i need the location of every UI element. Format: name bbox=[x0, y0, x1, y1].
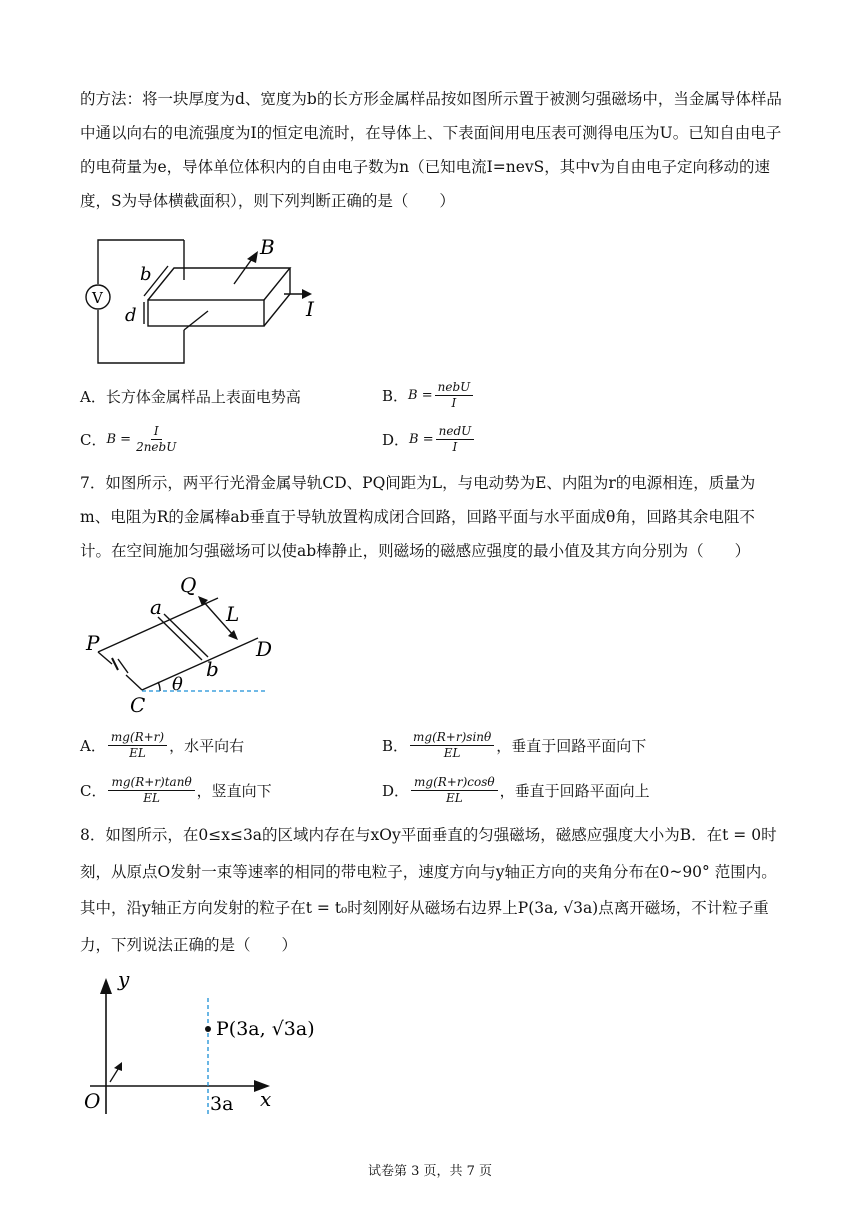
q7-label-c: C bbox=[130, 693, 146, 717]
q6-option-b[interactable] bbox=[382, 380, 475, 411]
q7-label-l: L bbox=[226, 602, 240, 626]
q7-option-a-letter: A． bbox=[80, 736, 106, 755]
q6-label-thickness: d bbox=[125, 305, 137, 326]
q7-option-d-numerator: mg(R+r)cosθ bbox=[411, 775, 498, 791]
q7-option-b-direction: ，垂直于回路平面向下 bbox=[496, 736, 647, 755]
q8-label-3a: 3a bbox=[210, 1093, 234, 1115]
q8-label-y-axis: y bbox=[118, 968, 130, 991]
q6-option-b-denominator: I bbox=[451, 396, 457, 410]
q6-option-a-letter: A． bbox=[80, 388, 106, 406]
q6-option-d[interactable] bbox=[382, 424, 476, 455]
q6-option-c-denominator: 2nebU bbox=[136, 440, 177, 454]
q7-option-d[interactable] bbox=[382, 775, 650, 806]
q6-label-current: I bbox=[306, 297, 314, 321]
q6-label-b-field: B bbox=[260, 235, 275, 259]
q6-option-c-letter: C． bbox=[80, 430, 107, 449]
q8-line-2: 刻，从原点O发射一束等速率的相同的带电粒子，速度方向与y轴正方向的夹角分布在0~90° 范围内。 bbox=[80, 863, 777, 881]
q7-option-d-direction: ，垂直于回路平面向上 bbox=[499, 781, 650, 800]
q6-line-1: 的方法：将一块厚度为d、宽度为b的长方形金属样品按如图所示置于被测匀强磁场中，当金属导体样品 bbox=[80, 90, 782, 108]
q6-option-c-numerator: I bbox=[151, 424, 162, 440]
q7-label-d: D bbox=[256, 637, 273, 661]
q7-option-a-direction: ，水平向右 bbox=[169, 736, 245, 755]
q7-label-p: P bbox=[86, 631, 100, 655]
q6-label-voltmeter: V bbox=[92, 289, 103, 307]
q7-option-b[interactable] bbox=[382, 730, 646, 761]
q8-coordinate-figure bbox=[84, 968, 344, 1118]
q6-line-2: 中通以向右的电流强度为I的恒定电流时，在导体上、下表面间用电压表可测得电压为U。已知自由电子 bbox=[80, 124, 782, 142]
q7-option-b-letter: B． bbox=[382, 736, 409, 755]
q8-label-x-axis: x bbox=[260, 1087, 272, 1111]
q8-line-1: 8．如图所示，在0≤x≤3a的区域内存在与xOy平面垂直的匀强磁场，磁感应强度大小为B．在t = 0时 bbox=[80, 826, 777, 844]
q7-option-c-direction: ，竖直向下 bbox=[196, 781, 272, 800]
q8-line-4: 力，下列说法正确的是（ ） bbox=[80, 936, 298, 954]
q6-option-a[interactable] bbox=[80, 387, 301, 407]
q6-label-width: b bbox=[140, 264, 152, 285]
q7-option-d-letter: D． bbox=[382, 781, 410, 800]
q6-line-3: 的电荷量为e，导体单位体积内的自由电子数为n（已知电流I=nevS，其中v为自由电子定向移动的速 bbox=[80, 158, 771, 176]
q6-line-4: 度，S为导体横截面积），则下列判断正确的是（ ） bbox=[80, 192, 455, 210]
q7-line-1: 7．如图所示，两平行光滑金属导轨CD、PQ间距为L，与电动势为E、内阻为r的电源相连，质量为 bbox=[80, 474, 756, 492]
q7-option-c-denominator: EL bbox=[143, 791, 160, 805]
q6-option-c[interactable] bbox=[80, 424, 181, 455]
q7-option-b-denominator: EL bbox=[443, 746, 461, 760]
q7-option-a-numerator: mg(R+r) bbox=[108, 730, 167, 746]
q6-option-a-text: 长方体金属样品上表面电势高 bbox=[105, 388, 301, 406]
q6-option-d-letter: D． bbox=[382, 430, 410, 449]
q8-label-origin: O bbox=[84, 1089, 101, 1113]
q7-option-c-letter: C． bbox=[80, 781, 107, 800]
q7-option-a[interactable] bbox=[80, 730, 244, 761]
q7-label-q: Q bbox=[180, 573, 197, 597]
q7-option-a-denominator: EL bbox=[129, 746, 146, 760]
q6-option-b-numerator: nebU bbox=[435, 380, 474, 396]
page-footer: 试卷第 3 页，共 7 页 bbox=[367, 1164, 493, 1179]
q6-option-c-prefix: B = bbox=[106, 431, 132, 447]
q8-line-3: 其中，沿y轴正方向发射的粒子在t = t₀时刻刚好从磁场右边界上P(3a, √3a)点离开磁场，不计粒子重 bbox=[80, 899, 769, 917]
q7-rail-figure bbox=[84, 572, 294, 722]
q7-option-c-numerator: mg(R+r)tanθ bbox=[108, 775, 194, 791]
q6-option-b-prefix: B = bbox=[408, 387, 433, 403]
q7-option-b-numerator: mg(R+r)sinθ bbox=[410, 730, 494, 746]
q8-label-point-p: P(3a, √3a) bbox=[216, 1018, 315, 1040]
q7-line-2: m、电阻为R的金属棒ab垂直于导轨放置构成闭合回路，回路平面与水平面成θ角，回路其余电阻不 bbox=[80, 508, 755, 526]
q7-label-a: a bbox=[150, 595, 162, 619]
q6-option-d-denominator: I bbox=[452, 440, 458, 454]
q7-label-theta: θ bbox=[172, 674, 183, 695]
q6-option-d-numerator: nedU bbox=[436, 424, 475, 440]
q6-hall-effect-figure bbox=[84, 222, 334, 372]
q6-option-b-letter: B． bbox=[382, 386, 409, 405]
q7-option-c[interactable] bbox=[80, 775, 272, 806]
q6-option-d-prefix: B = bbox=[409, 431, 434, 447]
q7-option-d-denominator: EL bbox=[445, 791, 463, 805]
q7-label-b: b bbox=[206, 657, 219, 681]
q7-line-3: 计。在空间施加匀强磁场可以使ab棒静止，则磁场的磁感应强度的最小值及其方向分别为（ ） bbox=[80, 542, 751, 560]
